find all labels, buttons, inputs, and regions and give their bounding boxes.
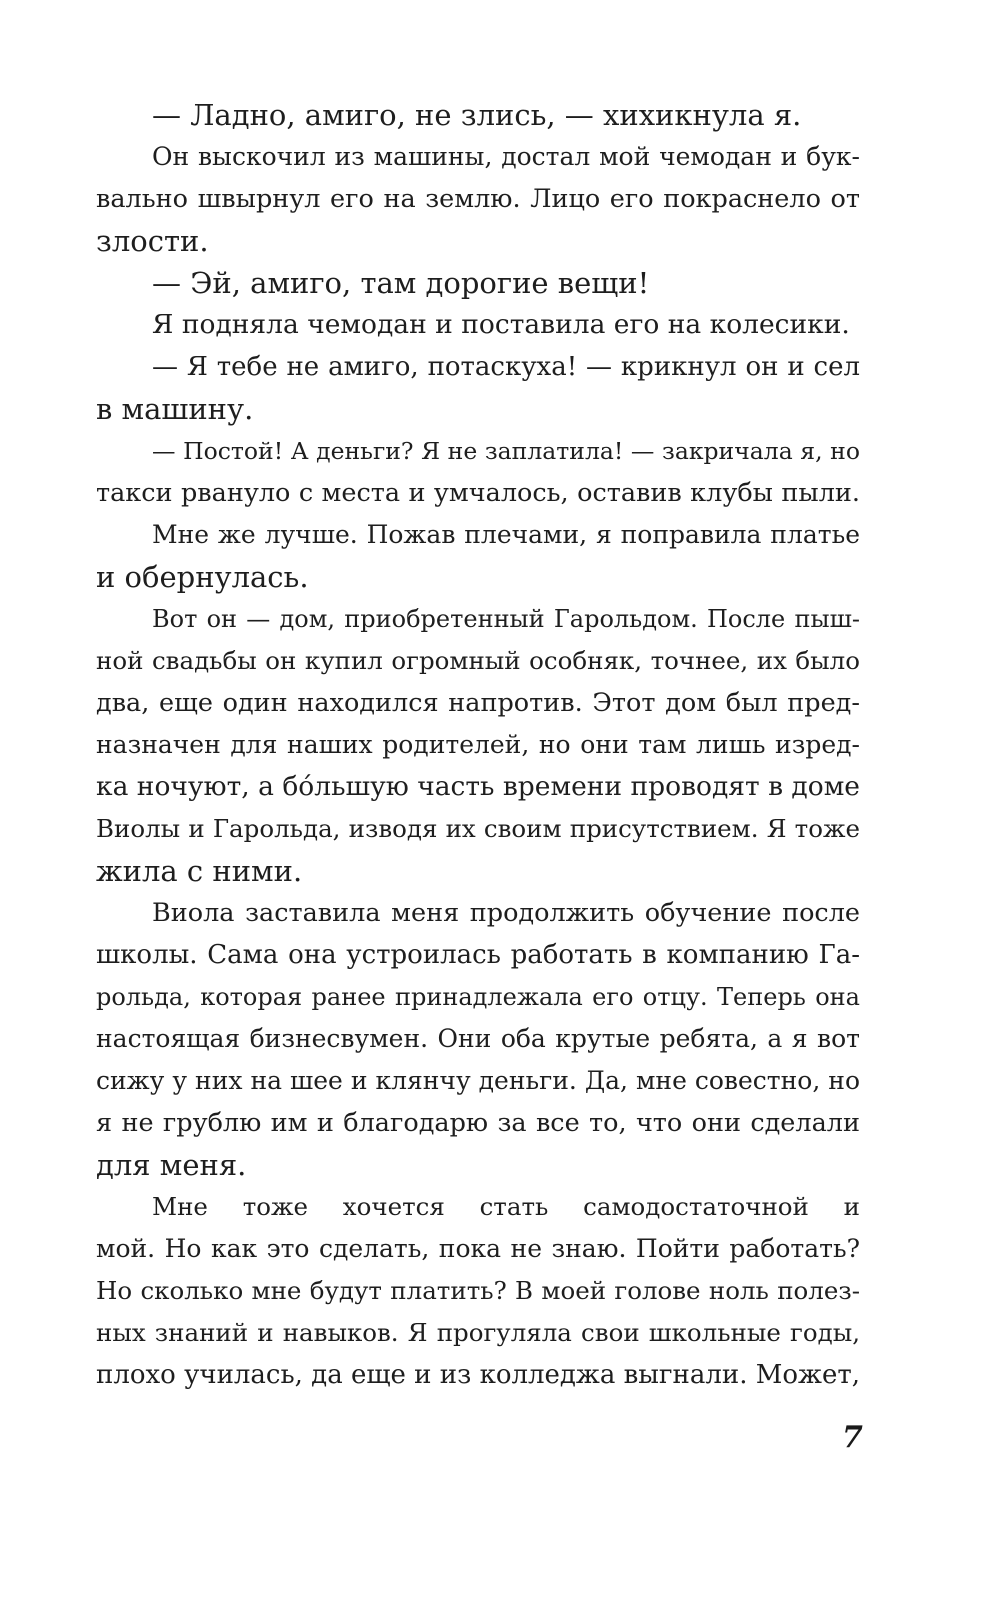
body-text	[96, 94, 860, 1396]
text-line: я не грублю им и благодарю за все то, что они сделали	[96, 1108, 860, 1138]
page-number: 7	[842, 1420, 863, 1455]
text-line: такси рвануло с места и умчалось, оставив клубы пыли.	[96, 478, 860, 508]
text-line: сижу у них на шее и клянчу деньги. Да, мне совестно, но	[96, 1066, 860, 1095]
text-line: Мне тоже хочется стать самодостаточной и	[152, 1192, 860, 1221]
text-line: и обернулась.	[96, 560, 309, 594]
text-line: назначен для наших родителей, но они там лишь изред-	[96, 730, 860, 759]
text-line: Вот он — дом, приобретенный Гарольдом. После пыш-	[152, 605, 860, 633]
text-line: злости.	[96, 224, 209, 258]
text-line: Виолы и Гарольда, изводя их своим присутствием. Я тоже	[96, 814, 860, 843]
text-line: Виола заставила меня продолжить обучение после	[152, 898, 860, 928]
text-line: Я подняла чемодан и поставила его на колесики.	[152, 309, 850, 340]
text-line: в машину.	[96, 392, 254, 426]
text-line: ка ночуют, а бо́льшую часть времени проводят в доме	[96, 771, 860, 802]
text-line: жила с ними.	[96, 854, 303, 888]
text-line: Но сколько мне будут платить? В моей голове ноль полез-	[96, 1276, 860, 1305]
text-line: мой. Но как это сделать, пока не знаю. Пойти работать?	[96, 1234, 860, 1263]
text-line: два, еще один находился напротив. Этот дом был пред-	[96, 688, 860, 718]
text-line: — Постой! А деньги? Я не заплатила! — закричала я, но	[152, 437, 860, 465]
text-line: вально швырнул его на землю. Лицо его покраснело от	[96, 184, 860, 214]
text-line: ных знаний и навыков. Я прогуляла свои школьные годы,	[96, 1318, 860, 1347]
text-line: — Эй, амиго, там дорогие вещи!	[152, 266, 650, 300]
text-line: Он выскочил из машины, достал мой чемодан и бук-	[152, 142, 860, 171]
text-line: — Ладно, амиго, не злись, — хихикнула я.	[152, 98, 802, 132]
text-line: школы. Сама она устроилась работать в компанию Га-	[96, 940, 860, 970]
text-line: — Я тебе не амиго, потаскуха! — крикнул он и сел	[152, 352, 860, 382]
text-line: ной свадьбы он купил огромный особняк, точнее, их было	[96, 646, 860, 675]
text-line: настоящая бизнесвумен. Они оба крутые ребята, а я вот	[96, 1024, 860, 1053]
text-line: для меня.	[96, 1148, 247, 1182]
text-line: Мне же лучше. Пожав плечами, я поправила платье	[152, 520, 860, 549]
text-line: плохо училась, да еще и из колледжа выгнали. Может,	[96, 1360, 860, 1390]
text-line: рольда, которая ранее принадлежала его отцу. Теперь она	[96, 983, 860, 1011]
